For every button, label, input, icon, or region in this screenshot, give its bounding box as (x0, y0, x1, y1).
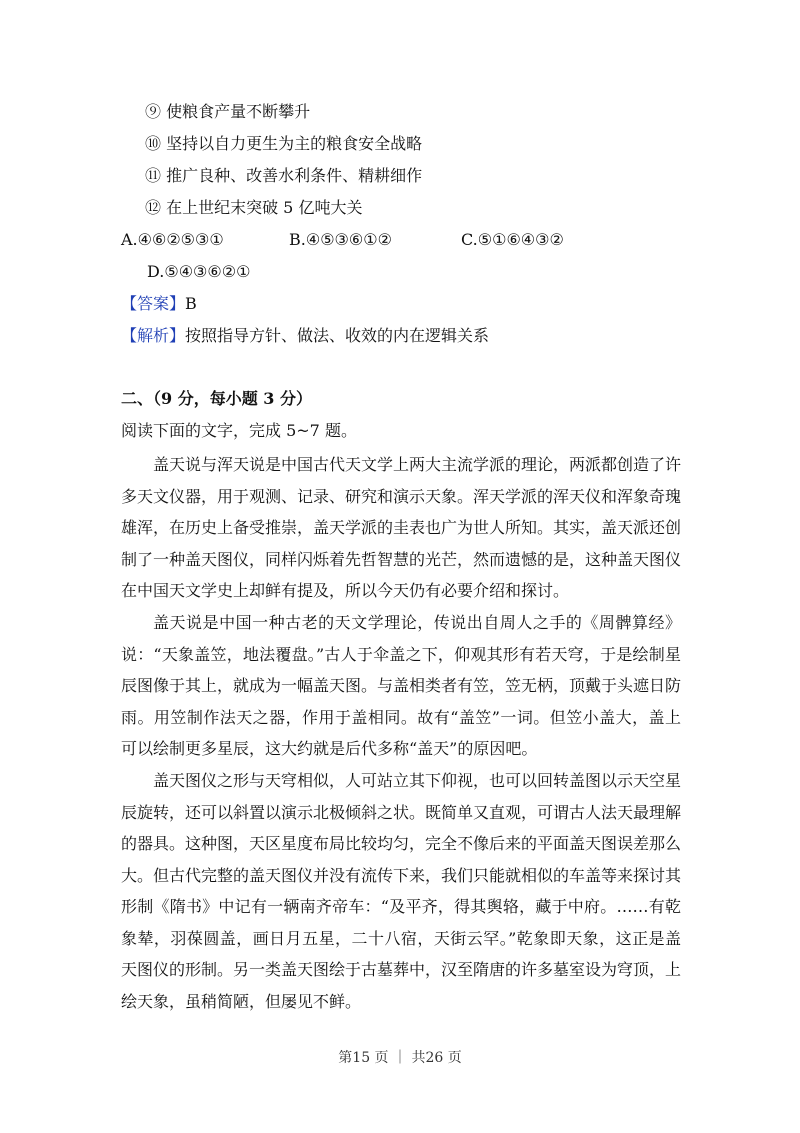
answer-value: B (185, 294, 197, 313)
analysis-text: 按照指导方针、做法、收效的内在逻辑关系 (185, 326, 490, 345)
answer-tag: 【答案】 (121, 294, 186, 313)
section-heading: 二、（9 分，每小题 3 分） (121, 389, 312, 408)
passage-paragraph-2: 盖天说是中国一种古老的天文学理论，传说出自周人之手的《周髀算经》说：“天象盖笠，地法覆盘。”古人于伞盖之下，仰观其形有若天穹，于是绘制星辰图像于其上，就成为一幅盖天图。与盖相类者有笠，笠无柄，顶戴于头遮日防雨。用笠制作法天之器，作用于盖相同。故有“盖笠”一词。但笠小盖大，盖上可以绘制更多星辰，这大约就是后代多称“盖天”的原因吧。 (121, 613, 682, 758)
choice-item-10: ⑩ 坚持以自力更生为主的粮食安全战略 (145, 134, 423, 153)
options-row (121, 230, 564, 250)
analysis-tag: 【解析】 (121, 326, 186, 345)
option-d: D.⑤④③⑥②① (147, 262, 251, 281)
analysis-line (121, 326, 489, 346)
choice-item-9: ⑨ 使粮食产量不断攀升 (145, 102, 311, 121)
page-footer: 第15 页 ｜ 共26 页 (338, 1050, 462, 1066)
section-instruction: 阅读下面的文字，完成 5~7 题。 (121, 421, 357, 440)
passage-paragraph-1: 盖天说与浑天说是中国古代天文学上两大主流学派的理论，两派都创造了许多天文仪器，用于观测、记录、研究和演示天象。浑天学派的浑天仪和浑象奇瑰雄浑，在历史上备受推崇，盖天学派的圭表也广为世人所知。其实，盖天派还创制了一种盖天图仪，同样闪烁着先哲智慧的光芒，然而遗憾的是，这种盖天图仪在中国天文学史上却鲜有提及，所以今天仍有必要介绍和探讨。 (121, 455, 682, 600)
option-c: C.⑤①⑥④③② (461, 230, 564, 249)
answer-line (121, 294, 197, 314)
choice-item-11: ⑪ 推广良种、改善水利条件、精耕细作 (145, 166, 423, 185)
choice-item-12: ⑫ 在上世纪末突破 5 亿吨大关 (145, 198, 363, 217)
option-b: B.④⑤③⑥①② (289, 230, 392, 249)
option-a: A.④⑥②⑤③① (121, 230, 224, 249)
passage-paragraph-3: 盖天图仪之形与天穹相似，人可站立其下仰视，也可以回转盖图以示天空星辰旋转，还可以斜置以演示北极倾斜之状。既简单又直观，可谓古人法天最理解的器具。这种图，天区星度布局比较均匀，完全不像后来的平面盖天图误差那么大。但古代完整的盖天图仪并没有流传下来，我们只能就相似的车盖等来探讨其形制《隋书》中记有一辆南齐帝车：“及平齐，得其舆辂，藏于中府。……有乾象辇，羽葆圆盖，画日月五星，二十八宿，天街云罕。”乾象即天象，这正是盖天图仪的形制。另一类盖天图绘于古墓葬中，汉至隋唐的许多墓室设为穹顶，上绘天象，虽稍简陋，但屡见不鲜。 (121, 771, 682, 1011)
